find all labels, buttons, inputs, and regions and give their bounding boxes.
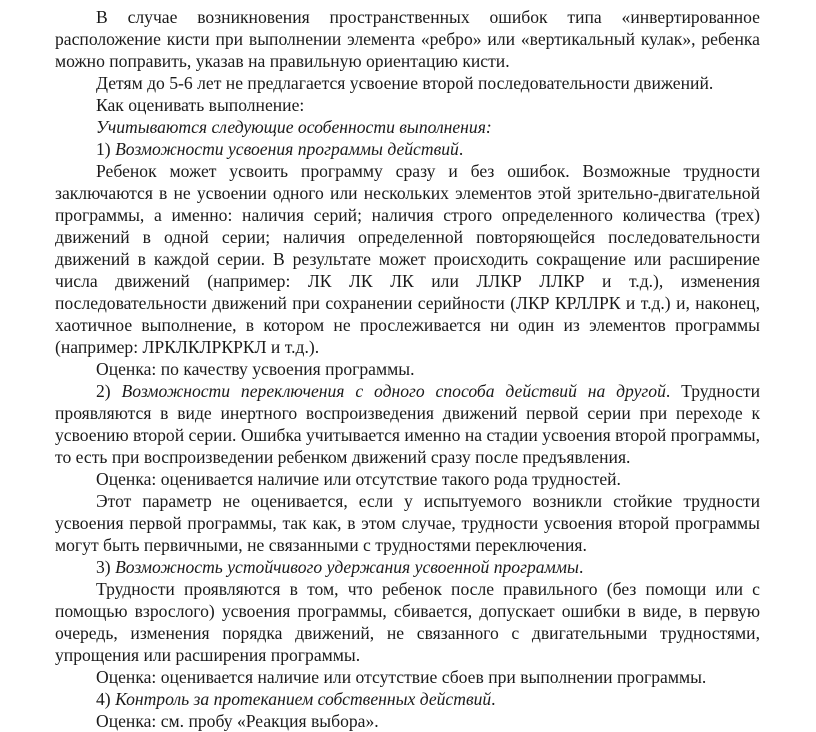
item-1-heading (55, 138, 760, 160)
paragraph-age-note: Детям до 5-6 лет не предлагается усвоение второй последовательности движений. (96, 73, 714, 93)
paragraph-spatial-errors: В случае возникновения пространственных ошибок типа «инвертированное расположение кисти при выполнении элемента «ребро» или «вертикальный кулак», ребенка можно поправить, указав на правильную ориентацию кисти. (55, 7, 760, 71)
item-2-text: . Трудности проявляются в виде инертного воспроизведения движений первой серии при переходе к усвоению второй серии. Ошибка учитывается именно на стадии усвоения второй программы, то есть при воспроизведении ребенком движений сразу после предъявления. (55, 381, 760, 467)
item-1-number: 1) (96, 139, 111, 159)
paragraph-score-4: Оценка: см. пробу «Реакция выбора». (96, 711, 379, 731)
item-2-title: Возможности переключения с одного способа действий на другой (121, 381, 666, 401)
item-4-end: . (491, 689, 496, 709)
document-page (55, 6, 760, 732)
item-1-title: Возможности усвоения программы действий (115, 139, 459, 159)
item-4-heading (55, 688, 760, 710)
paragraph-program-learning: Ребенок может усвоить программу сразу и без ошибок. Возможные трудности заключаются в не усвоении одного или нескольких элементов этой зрительно-двигательной программы, а именно: наличия серий; наличия строго определенного количества (трех) движений в одной серии; наличия определенной повторяющейся последовательности движений в каждой серии. В результате может происходить сокращение или расширение числа движений (например: ЛК ЛК ЛК или ЛЛКР ЛЛКР и т.д.), изменения последовательности движений при сохранении серийности (ЛКР КРЛЛРК и т.д.) и, наконец, хаотичное выполнение, в котором не прослеживается ни один из элементов программы (например: ЛРКЛКЛРКРКЛ и т.д.). (55, 161, 760, 357)
item-2-number: 2) (96, 381, 111, 401)
section-heading-evaluation: Как оценивать выполнение: (96, 95, 305, 115)
item-1-end: . (458, 139, 464, 159)
item-3-heading (55, 556, 760, 578)
paragraph-score-3: Оценка: оценивается наличие или отсутствие сбоев при выполнении программы. (96, 667, 707, 687)
item-3-title: Возможность устойчивого удержания усвоенной программы (115, 557, 579, 577)
subheading-features: Учитываются следующие особенности выполнения: (96, 117, 492, 137)
paragraph-score-1: Оценка: по качеству усвоения программы. (96, 359, 415, 379)
item-3-number: 3) (96, 557, 111, 577)
item-4-title: Контроль за протеканием собственных действий (115, 689, 492, 709)
item-3-end: . (578, 557, 584, 577)
item-2-paragraph (55, 380, 760, 468)
paragraph-retention-difficulties: Трудности проявляются в том, что ребенок после правильного (без помощи или с помощью взрослого) усвоения программы, сбивается, допускает ошибки в виде, в первую очередь, изменения порядка движений, не связанного с двигательными трудностями, упрощения или расширения программы. (55, 579, 760, 665)
paragraph-score-2: Оценка: оценивается наличие или отсутствие такого рода трудностей. (96, 469, 621, 489)
item-4-number: 4) (96, 689, 111, 709)
paragraph-parameter-note: Этот параметр не оценивается, если у испытуемого возникли стойкие трудности усвоения первой программы, так как, в этом случае, трудности усвоения второй программы могут быть первичными, не связанными с трудностями переключения. (55, 491, 760, 555)
